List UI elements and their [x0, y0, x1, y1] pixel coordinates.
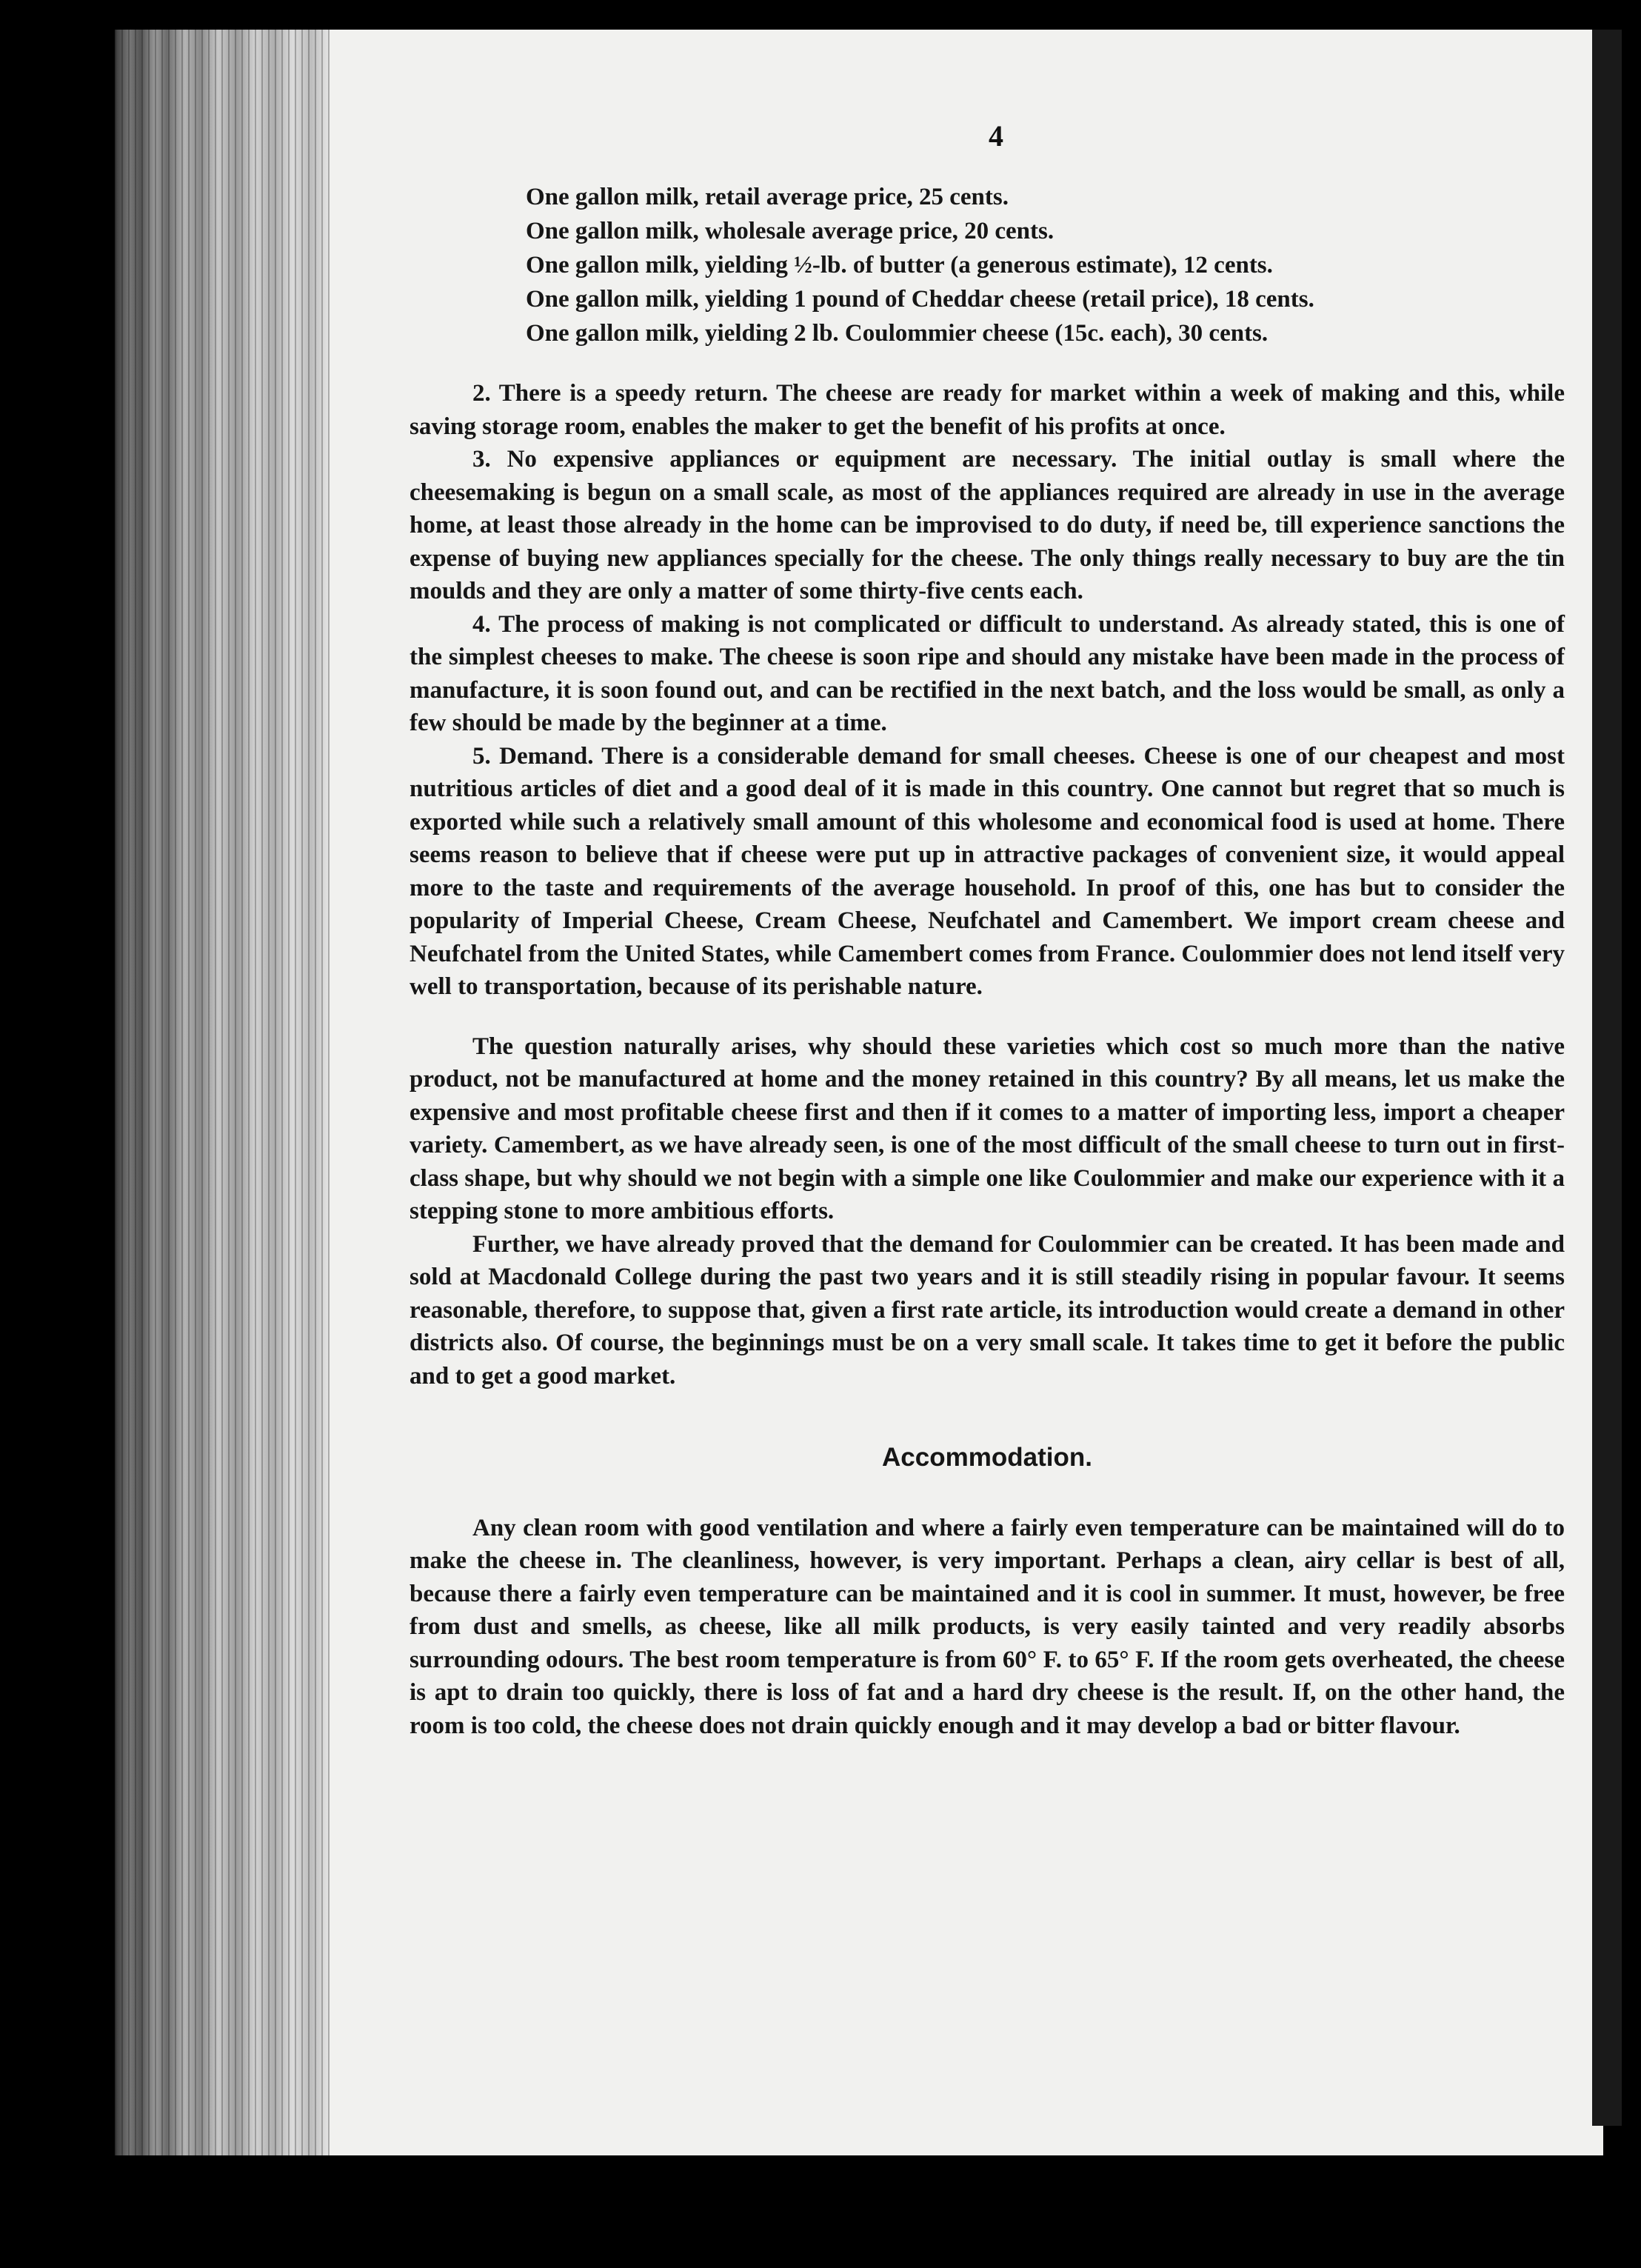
section-heading: Accommodation. — [882, 1443, 1092, 1472]
paragraph-demand: 5. Demand. There is a considerable demand for small cheeses. Cheese is one of our cheapest and most nutritious articles of diet and a good deal of it is made in this country. One cannot but regret that so much is exported while such a relatively small amount of this wholesome and economical food is used at home. There seems reason to believe that if cheese were put up in attractive packages of convenient size, it would appeal more to the taste and requirements of the average household. In proof of this, one has but to consider the popularity of Imperial Cheese, Cream Cheese, Neufchatel and Camembert. We import cream cheese and Neufchatel from the United States, while Camembert comes from France. Coulommier does not lend itself very well to transportation, because of its perishable nature. — [410, 742, 1565, 1000]
paragraph-further: Further, we have already proved that the demand for Coulommier can be created. It has been made and sold at Macdonald College during the past two years and it is still steadily rising in popular favour. It seems reasonable, therefore, to suppose that, given a first rate article, its introduction would create a demand in other districts also. Of course, the beginnings must be on a very small scale. It takes time to get it before the public and to get a good market. — [410, 1230, 1565, 1390]
page-number: 4 — [989, 119, 1003, 153]
paragraph-question: The question naturally arises, why should these varieties which cost so much more than the native product, not be manufactured at home and the money retained in this country? By all means, let us make the expensive and most profitable cheese first and then if it comes to a matter of importing less, import a cheaper variety. Camembert, as we have already seen, is one of the most difficult of the small cheese to turn out in first-class shape, but why should we not begin with a simple one like Coulommier and make our experience with it a stepping stone to more ambitious efforts. — [410, 1033, 1565, 1224]
page-edge-shadow — [1592, 30, 1622, 2126]
paragraph-no-expensive-appliances: 3. No expensive appliances or equipment are necessary. The initial outlay is small where the cheesemaking is begun on a small scale, as most of the appliances required are already in use in the average home, at least those already in the home can be improvised to do duty, if need be, till experience sanctions the expense of buying new appliances specially for the cheese. The only things really necessary to buy are the tin moulds and they are only a matter of some thirty-five cents each. — [410, 446, 1565, 604]
milk-price-item: One gallon milk, yielding 2 lb. Coulommier cheese (15c. each), 30 cents. — [526, 320, 1269, 347]
milk-price-list — [526, 180, 1565, 350]
milk-price-item: One gallon milk, yielding ½-lb. of butter (a generous estimate), 12 cents. — [526, 252, 1273, 279]
binding-texture — [115, 30, 330, 2155]
paragraph-speedy-return: 2. There is a speedy return. The cheese are ready for market within a week of making and this, while saving storage room, enables the maker to get the benefit of his profits at once. — [410, 380, 1565, 440]
paragraph-accommodation: Any clean room with good ventilation and where a fairly even temperature can be maintained will do to make the cheese in. The cleanliness, however, is very important. Perhaps a clean, airy cellar is best of all, because there a fairly even temperature can be maintained and it is cool in summer. It must, however, be free from dust and smells, as cheese, like all milk products, is very easily tainted and very readily absorbs surrounding odours. The best room temperature is from 60° F. to 65° F. If the room gets overheated, the cheese is apt to drain too quickly, there is loss of fat and a hard dry cheese is the result. If, on the other hand, the room is too cold, the cheese does not drain quickly enough and it may develop a bad or bitter flavour. — [410, 1514, 1565, 1739]
milk-price-item: One gallon milk, retail average price, 25 cents. — [526, 184, 1009, 210]
paragraph-process-not-complicated: 4. The process of making is not complicated or difficult to understand. As already stated, this is one of the simplest cheeses to make. The cheese is soon ripe and should any mistake have been made in the process of manufacture, it is soon found out, and can be rectified in the next batch, and the loss would be small, as only a few should be made by the beginner at a time. — [410, 610, 1565, 736]
page-content — [410, 111, 1565, 1742]
milk-price-item: One gallon milk, yielding 1 pound of Cheddar cheese (retail price), 18 cents. — [526, 286, 1314, 313]
milk-price-item: One gallon milk, wholesale average price, 20 cents. — [526, 218, 1055, 244]
book-binding — [115, 30, 330, 2155]
